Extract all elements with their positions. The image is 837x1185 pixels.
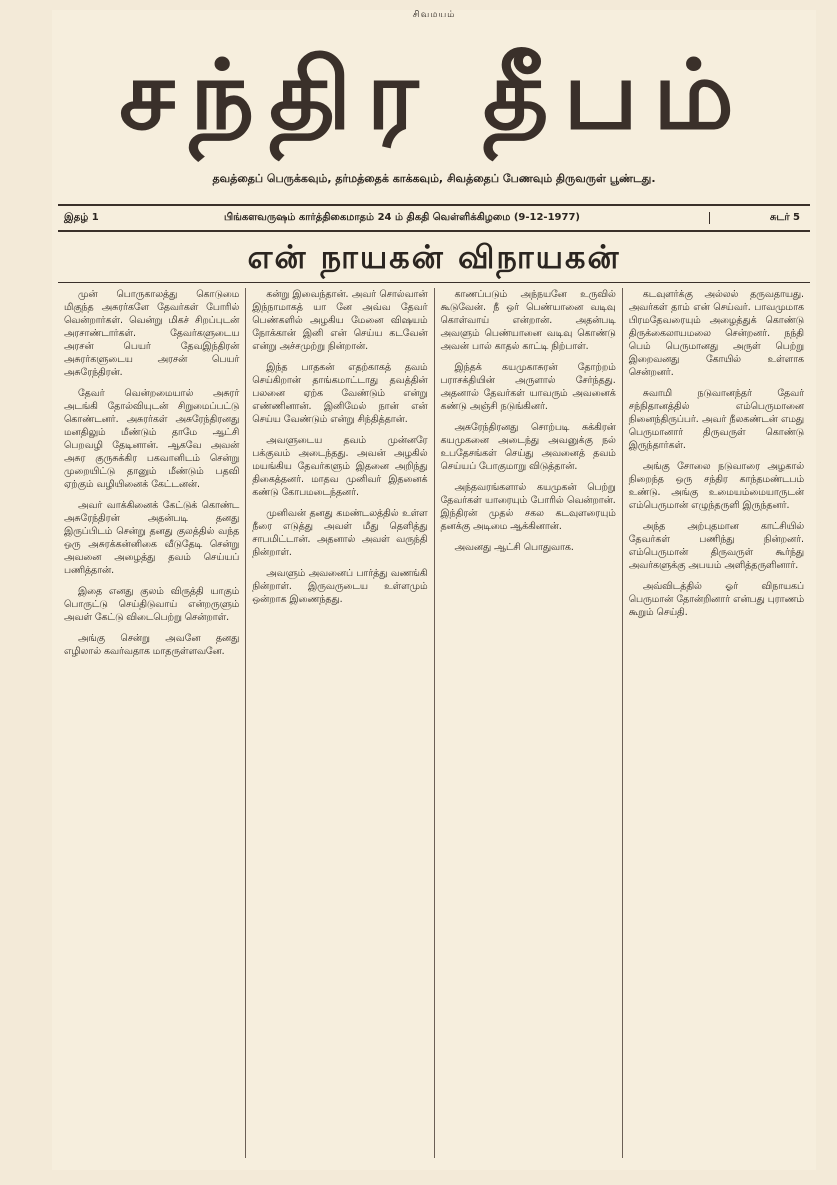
masthead-title: சந்திர தீபம் — [119, 39, 749, 151]
paragraph: அவர் வாக்கினைக் கேட்டுக் கொண்ட அசுரேந்திரன் அதன்படி தனது இருப்பிடம் சென்று தனது குலத்தில் வந்த ஒரு அசுரக்கன்னிகை வீடுதேடி சென்று அவனை அழைத்து தவம் செய்யப் பணித்தான். — [64, 500, 240, 576]
newspaper-page — [52, 10, 816, 1170]
paragraph: அந்தவரங்களால் கயமுகன் பெற்று தேவர்கள் யாரையும் போரில் வென்றான். இந்திரன் முதல் சகல கடவுளரையும் தனக்கு அடிமை ஆக்கினான். — [440, 482, 616, 532]
paragraph: அங்கு சென்று அவனே தனது எழிலால் கவர்வதாக மாதருள்ளவனே. — [64, 633, 240, 657]
article-column-1 — [58, 288, 246, 1158]
article-column-4 — [623, 288, 810, 1158]
paragraph: சுவாமி நடுவானந்தர் தேவர் சந்நிதானத்தில் எம்பெருமானை நினைந்திருப்பர். அவர் நீலகண்டன் எமது பெருமானார் திருவருள் கொண்டு இருந்தார்கள். — [628, 388, 804, 451]
paragraph: கடவுளர்க்கு அல்லல் தருவதாயது. அவர்கள் தாம் என் செய்வர். பாவமுமாக பிரமதேவரையும் அழைத்துக் கொண்டு திருக்கைலாயமலை சென்றனர். நந்தி பெம் பெருமானது அருள் பெற்று இறைவனது கோயில் உள்ளாக சென்றனர். — [628, 289, 804, 378]
paragraph: இந்தக் கயமுகாசுரன் தோற்றம் பராசக்தியின் அருளால் சேர்ந்தது. அதனால் தேவர்கள் யாவரும் அவனைக் கண்டு அஞ்சி நடுங்கினர். — [440, 362, 616, 412]
paragraph: அந்த அற்புதமான காட்சியில் தேவர்கள் பணிந்து நின்றனர். எம்பெருமான் திருவருள் கூர்ந்து அவர்களுக்கு அபயம் அளித்தருளினார். — [628, 521, 804, 571]
headline-rule — [58, 282, 810, 283]
issue-date-line: பிங்களவருஷம் கார்த்திகைமாதம் 24 ம் திகதி வெள்ளிக்கிழமை (9-12-1977) — [224, 212, 580, 223]
paragraph: தேவர் வென்றமையால் அசுரர் அடங்கி தோல்வியுடன் சிறுமைப்பட்டு கொண்டனர். அசுரர்கள் அசுரேந்திரனது மனதிலும் மீண்டும் தாமே ஆட்சி பெறவழி தேடினான். ஆகவே அவன் அசுர குருசுக்கிர பகவானிடம் சென்று முறையிட்டு தானும் மீண்டும் பதவி ஏற்கும் வழியினைக் கேட்டனன். — [64, 388, 240, 490]
article-column-3 — [435, 288, 623, 1158]
paragraph: கன்று இவைந்தான். அவர் சொல்வான் இந்நாமாகத் யா னே அவ்வ தேவர் பெண்களில் அழகிய மேனை விஷயம் நோக்கான் இனி என் செய்ய கடவேன் என்று அச்சமுற்று நின்றான். — [252, 289, 428, 352]
issue-volume: சுடர் 5 — [709, 212, 810, 224]
paragraph: அசுரேந்திரனது சொற்படி சுக்கிரன் கயமுகனை அடைந்து அவனுக்கு நல் உபதேசங்கள் செய்து அவனைத் தவம் செய்யப் போகுமாறு விடுத்தான். — [440, 422, 616, 472]
paragraph: அவனது ஆட்சி பொதுவாக. — [454, 542, 574, 553]
issue-bar — [58, 204, 810, 232]
article-body — [58, 288, 810, 1158]
paragraph: இதை எனது குலம் விருத்தி யாகும் பொருட்டு செய்திடுவாய் என்றருளும் அவள் கேட்டு விடைபெற்று சென்றாள். — [64, 586, 240, 623]
paragraph: அவளுடைய தவம் முன்னரே பக்குவம் அடைந்தது. அவன் அழகில் மயங்கிய தேவர்களும் இதனை அறிந்து திகைத்தனர். மாதவ முனிவர் இதனைக் கண்டு கோபமடைந்தனர். — [252, 435, 428, 498]
paragraph: அங்கு சோலை நடுவாரை அழகால் நிறைந்த ஒரு சந்திர காந்தமண்டபம் உண்டு. அங்கு உமையம்மையாருடன் எம்பெருமான் எழுந்தருளி இருந்தனர். — [628, 461, 804, 511]
top-mark: சிவமயம் — [412, 10, 456, 20]
issue-number: இதழ் 1 — [64, 212, 99, 223]
article-headline: என் நாயகன் விநாயகன் — [247, 238, 621, 276]
article-column-2 — [246, 288, 434, 1158]
paragraph: காணப்படும் அந்நயனே உருவில் கூடுவேன். நீ ஒர் பெண்யானை வடிவு கொள்வாய் என்றான். அதன்படி அவளும் பெண்யானை வடிவு கொண்டு அவன் பால் காதல் காட்டி நிற்பாள். — [440, 289, 616, 352]
paragraph: அவளும் அவனைப் பார்த்து வணங்கி நின்றாள். இருவருடைய உள்ளமும் ஒன்றாக இணைந்தது. — [252, 568, 428, 605]
paragraph: அவ்விடத்தில் ஓர் விநாயகப் பெருமான் தோன்றினார் என்பது புராணம் கூறும் செய்தி. — [628, 581, 804, 618]
paragraph: முன் பொருகாலத்து கொடுமை மிகுந்த அசுரர்களே தேவர்கள் போரில் வென்றார்கள். வென்று மிகச் சிறப்புடன் அரசாண்டார்கள். தேவர்களுடைய அரசன் பெயர் தேவஇந்திரன் அசுரர்களுடைய அரசன் பெயர் அசுரேந்திரன். — [64, 289, 240, 378]
paragraph: இந்த பாதகன் எதற்காகத் தவம் செய்கிறான் தாங்கமாட்டாது தவத்தின் பலனை ஏற்க வேண்டும் என்று எண்ணினான். இனிமேல் நான் என் செய்ய வேண்டும் என்று சிந்தித்தான். — [252, 362, 428, 425]
paragraph: முனிவன் தனது கமண்டலத்தில் உள்ள நீரை எடுத்து அவள் மீது தெளித்து சாபமிட்டான். அதனால் அவள் வருந்தி நின்றாள். — [252, 508, 428, 558]
tagline: தவத்தைப் பெருக்கவும், தர்மத்தைக் காக்கவும், சிவத்தைப் பேணவும் திருவருள் பூண்டது. — [212, 172, 656, 185]
